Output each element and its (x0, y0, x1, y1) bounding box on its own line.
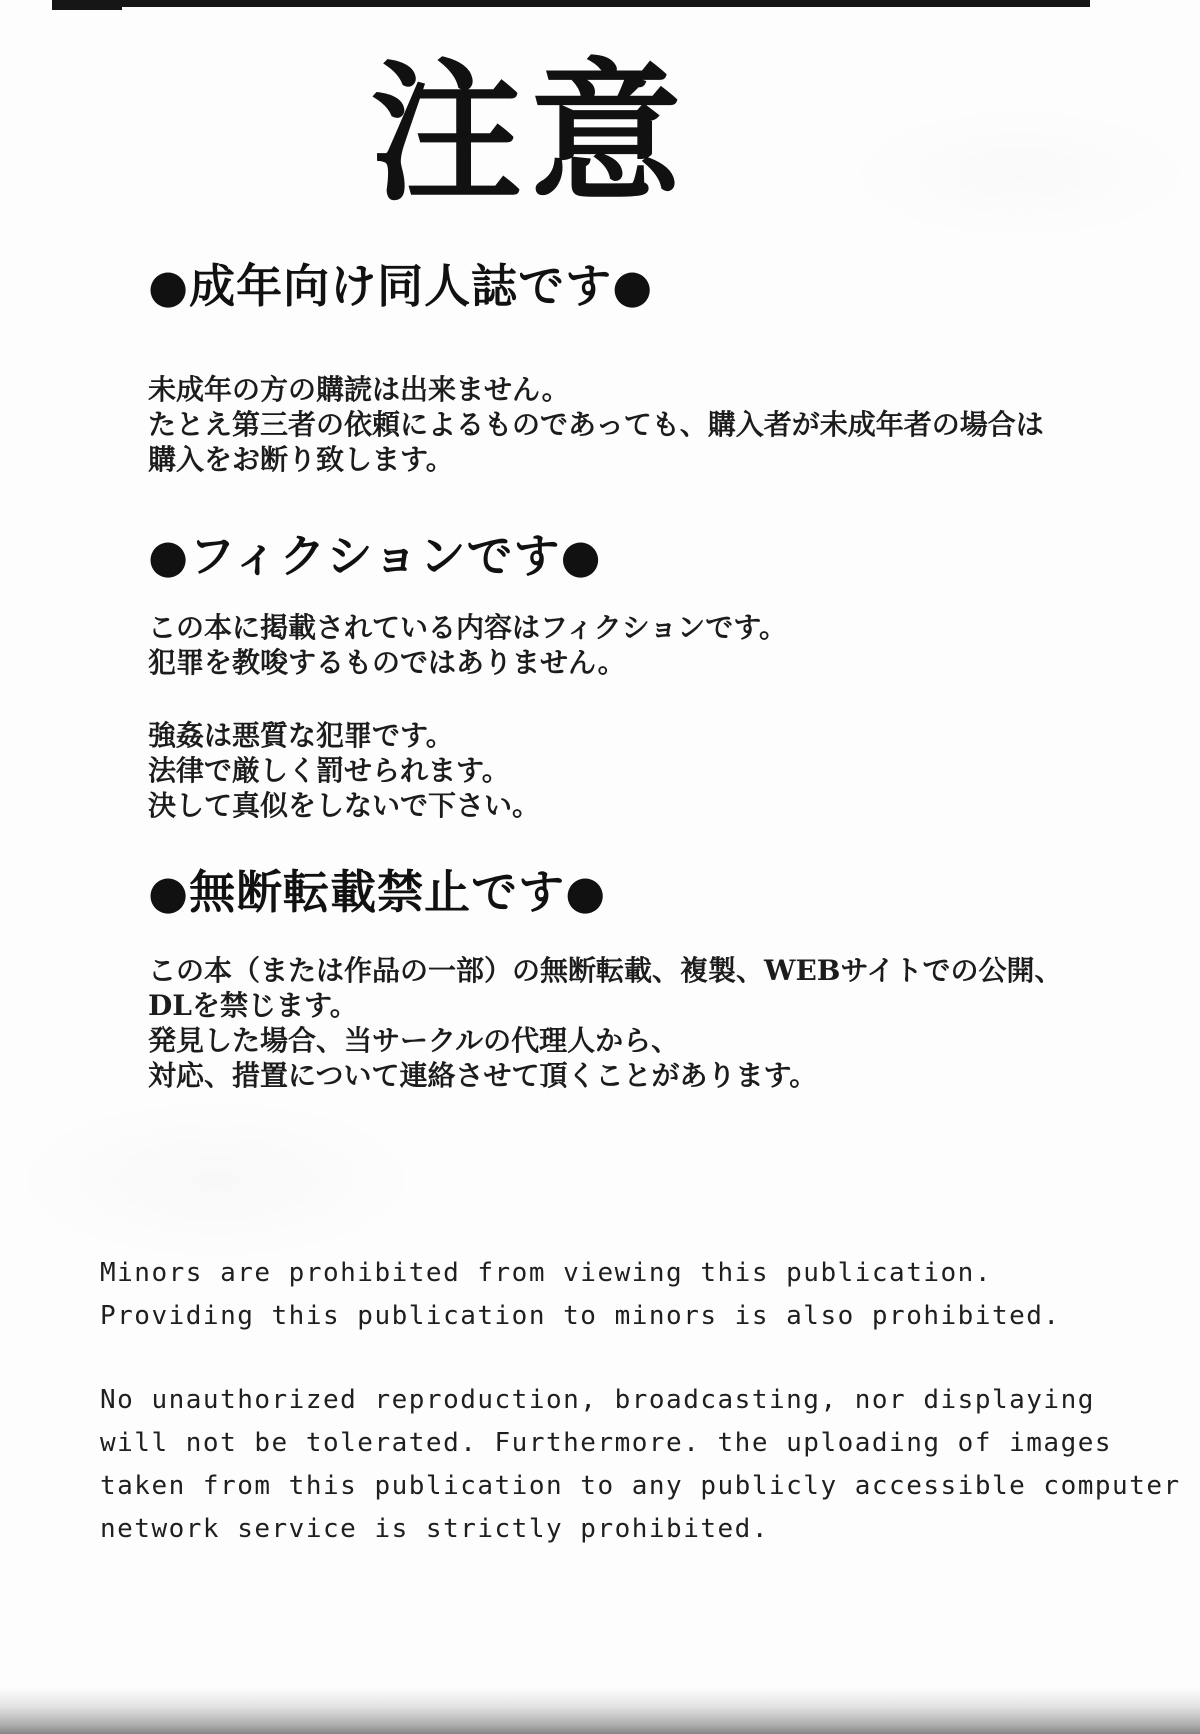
notice-line: 未成年の方の購読は出来ません。 (148, 373, 570, 406)
notice-line: 強姦は悪質な犯罪です。 (148, 719, 454, 752)
scan-edge-artifact-bottom (0, 1688, 1200, 1734)
section-fiction-heading: ●フィクションです● (148, 529, 602, 583)
notice-line: 法律で厳しく罰せられます。 (148, 754, 510, 787)
section-no-reproduction-body (148, 953, 1063, 1093)
scan-edge-artifact-top (52, 0, 1090, 7)
notice-line: DLを禁じます。 (148, 989, 358, 1022)
section-fiction-body-2 (148, 718, 540, 823)
notice-line: この本に掲載されている内容はフィクションです。 (148, 611, 787, 644)
section-adult-body (148, 372, 1044, 477)
english-notice-line: Providing this publication to minors is also prohibited. (100, 1301, 1061, 1331)
notice-line: 購入をお断り致します。 (148, 443, 454, 476)
english-reproduction-paragraph (100, 1379, 1181, 1551)
english-notice-line: network service is strictly prohibited. (100, 1514, 769, 1544)
english-notice-line: taken from this publication to any publicly accessible computer (100, 1471, 1181, 1501)
section-no-reproduction-heading: ●無断転載禁止です● (148, 865, 607, 919)
english-notice-line: No unauthorized reproduction, broadcasting, nor displaying (100, 1385, 1095, 1415)
section-adult-heading: ●成年向け同人誌です● (148, 259, 654, 313)
page-title: 注意 (370, 45, 690, 222)
english-minors-paragraph (100, 1252, 1061, 1338)
notice-line: 発見した場合、当サークルの代理人から、 (148, 1024, 680, 1057)
notice-line: 犯罪を教唆するものではありません。 (148, 646, 626, 679)
notice-line: 対応、措置について連絡させて頂くことがあります。 (148, 1059, 818, 1092)
english-notice-line: will not be tolerated. Furthermore. the uploading of images (100, 1428, 1113, 1458)
english-notice-line: Minors are prohibited from viewing this publication. (100, 1258, 992, 1288)
section-fiction-body-1 (148, 610, 787, 680)
notice-line: この本（または作品の一部）の無断転載、複製、WEBサイトでの公開、 (148, 954, 1063, 987)
notice-line: たとえ第三者の依頼によるものであっても、購入者が未成年者の場合は (148, 408, 1044, 441)
notice-line: 決して真似をしないで下さい。 (148, 789, 541, 822)
